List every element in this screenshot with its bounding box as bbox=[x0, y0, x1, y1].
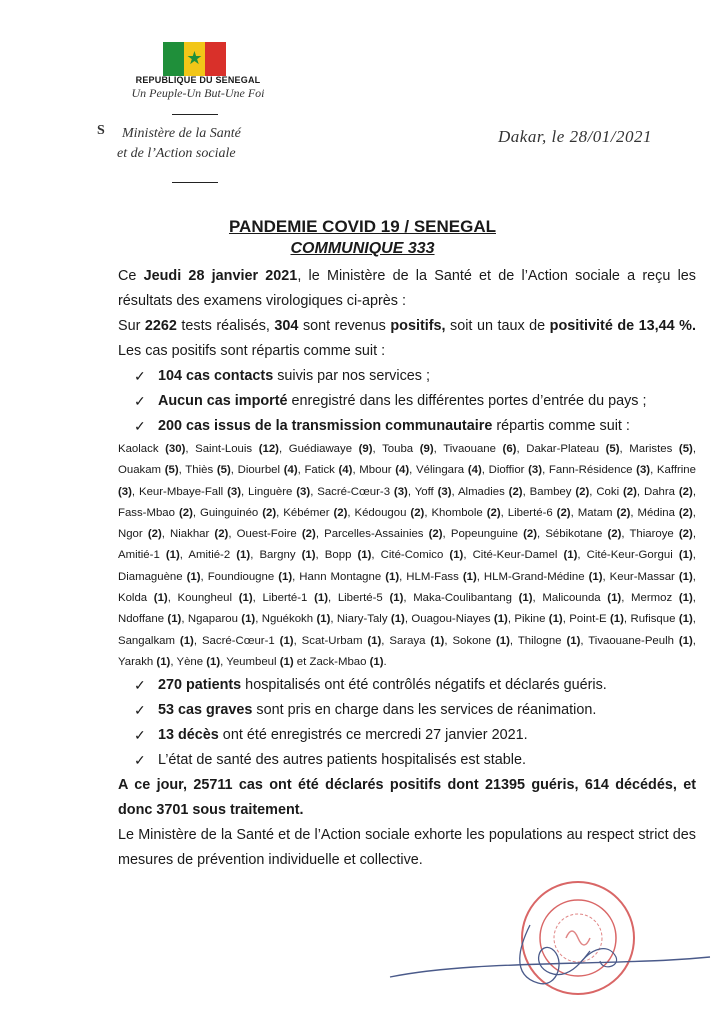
locality-count: (4) bbox=[338, 464, 353, 477]
locality-count: (2) bbox=[214, 528, 229, 541]
locality-item bbox=[200, 507, 276, 519]
intro-paragraph: Ce Jeudi 28 janvier 2021, le Ministère de la Santé et de l’Action sociale a reçu les résultats des examens virologiques ci-après : bbox=[118, 268, 696, 309]
report-day: Jeudi 28 janvier 2021 bbox=[143, 268, 298, 284]
locality-item bbox=[489, 464, 542, 476]
locality-count: (9) bbox=[358, 443, 373, 455]
locality-count: (1) bbox=[279, 655, 294, 668]
list-item: ✓ 270 patients hospitalisés ont été contrôlés négatifs et déclarés guéris. bbox=[118, 673, 696, 698]
locality-item bbox=[411, 613, 507, 625]
locality-count: (2) bbox=[486, 506, 501, 519]
locality-name: Pikine bbox=[514, 613, 549, 626]
check-icon: ✓ bbox=[134, 393, 146, 409]
locality-count: (3) bbox=[118, 485, 132, 498]
page-title: PANDEMIE COVID 19 / SENEGAL bbox=[228, 217, 496, 236]
locality-name: Mermoz bbox=[631, 592, 679, 605]
locality-item bbox=[542, 592, 621, 604]
locality-item bbox=[588, 635, 693, 647]
locality-item bbox=[484, 571, 603, 583]
locality-name: Scat-Urbam bbox=[301, 634, 368, 647]
locality-item bbox=[238, 464, 298, 476]
locality-count: (2) bbox=[147, 528, 162, 541]
locality-name: HLM-Fass bbox=[406, 570, 463, 583]
locality-name: Thiès bbox=[185, 464, 217, 477]
locality-item bbox=[549, 464, 650, 476]
locality-count: (2) bbox=[333, 506, 348, 519]
locality-name: Diourbel bbox=[237, 464, 284, 477]
locality-count: (3) bbox=[636, 464, 651, 477]
locality-item bbox=[508, 507, 571, 519]
locality-name: Yène bbox=[176, 655, 207, 668]
locality-count: (1) bbox=[449, 549, 464, 562]
locality-name: Zack-Mbao bbox=[309, 655, 370, 668]
locality-name: Bargny bbox=[259, 549, 302, 562]
locality-item bbox=[629, 528, 692, 540]
locality-name: Nguékokh bbox=[261, 613, 317, 626]
locality-item bbox=[451, 528, 537, 540]
locality-item bbox=[262, 613, 331, 625]
locality-name: Dahra bbox=[643, 485, 679, 498]
closing-paragraph: Le Ministère de la Santé et de l’Action sociale exhorte les populations au respect strict des mesures de prévention individuelle et collective. bbox=[118, 827, 696, 869]
locality-count: (1) bbox=[153, 592, 168, 605]
locality-count: (2) bbox=[575, 485, 590, 498]
locality-name: Hann Montagne bbox=[299, 570, 386, 583]
locality-item bbox=[309, 656, 383, 668]
locality-count: (1) bbox=[206, 655, 221, 668]
locality-count: (1) bbox=[238, 592, 253, 605]
locality-count: (1) bbox=[241, 613, 256, 626]
locality-name: Tivaouane bbox=[443, 443, 503, 455]
locality-name: Bambey bbox=[529, 485, 576, 498]
divider bbox=[172, 182, 218, 183]
locality-item bbox=[118, 528, 162, 540]
locality-count: (1) bbox=[367, 634, 382, 647]
locality-name: HLM-Grand-Médine bbox=[483, 570, 589, 583]
locality-count: (1) bbox=[588, 570, 603, 583]
locality-item bbox=[569, 613, 624, 625]
check-icon: ✓ bbox=[134, 752, 146, 769]
locality-item bbox=[644, 486, 693, 498]
locality-name: Point-E bbox=[569, 613, 610, 626]
locality-name: Popeunguine bbox=[450, 528, 524, 541]
locality-item bbox=[237, 528, 316, 540]
check-icon: ✓ bbox=[134, 418, 146, 434]
locality-item bbox=[259, 549, 315, 561]
locality-item bbox=[638, 507, 693, 519]
locality-count: (1) bbox=[369, 655, 384, 668]
locality-name: Ouakam bbox=[118, 464, 165, 477]
locality-name: Ngaparou bbox=[187, 613, 242, 626]
locality-count: (1) bbox=[678, 570, 693, 583]
locality-count: (9) bbox=[419, 443, 434, 455]
check-icon: ✓ bbox=[134, 702, 146, 719]
locality-item bbox=[195, 443, 279, 455]
locality-count: (1) bbox=[156, 655, 171, 668]
locality-count: (5) bbox=[164, 464, 179, 477]
locality-name: Guédiawaye bbox=[288, 443, 359, 455]
locality-item bbox=[631, 592, 693, 604]
locality-count: (1) bbox=[165, 549, 180, 562]
locality-count: (2) bbox=[678, 506, 693, 519]
locality-count: (3) bbox=[227, 485, 241, 498]
list-item: ✓ 13 décès ont été enregistrés ce mercredi 27 janvier 2021. bbox=[118, 723, 696, 748]
locality-name: Dakar-Plateau bbox=[526, 443, 606, 455]
locality-name: Niakhar bbox=[170, 528, 215, 541]
locality-item bbox=[118, 635, 194, 647]
ministry-line-2: et de l’Action sociale bbox=[117, 146, 236, 161]
locality-count: (4) bbox=[395, 464, 410, 477]
locality-name: Kaffrine bbox=[656, 464, 696, 477]
locality-item bbox=[118, 656, 170, 668]
locality-name: Amitié-2 bbox=[188, 549, 237, 562]
locality-count: (4) bbox=[467, 464, 482, 477]
locality-count: (3) bbox=[296, 485, 311, 498]
locality-name: Mbour bbox=[359, 464, 396, 477]
locality-name: Kaolack bbox=[118, 443, 166, 455]
locality-count: (1) bbox=[385, 570, 400, 583]
positive-count: 304 bbox=[274, 318, 299, 334]
locality-count: (1) bbox=[610, 613, 624, 626]
locality-item bbox=[289, 443, 373, 455]
locality-name: Sokone bbox=[452, 634, 496, 647]
list-item: ✓ Aucun cas importé enregistré dans les différentes portes d’entrée du pays ; bbox=[118, 389, 696, 414]
locality-name: Ngor bbox=[118, 528, 148, 541]
locality-item bbox=[514, 613, 562, 625]
locality-name: Thiaroye bbox=[629, 528, 679, 541]
locality-count: (4) bbox=[283, 464, 298, 477]
locality-name: Cité-Comico bbox=[380, 549, 450, 562]
locality-item bbox=[317, 486, 408, 498]
locality-count: (1) bbox=[389, 592, 404, 605]
locality-item bbox=[176, 656, 220, 668]
locality-name: Amitié-1 bbox=[118, 549, 166, 562]
locality-item bbox=[208, 571, 292, 583]
locality-item bbox=[578, 507, 631, 519]
locality-count: (1) bbox=[678, 613, 693, 626]
locality-item bbox=[118, 507, 193, 519]
locality-count: (1) bbox=[316, 613, 331, 626]
locality-count: (1) bbox=[462, 570, 477, 583]
ministry-line-1: Ministère de la Santé bbox=[122, 126, 241, 141]
locality-name: Touba bbox=[382, 443, 420, 455]
locality-item bbox=[226, 656, 293, 668]
national-motto: Un Peuple-Un But-Une Foi bbox=[131, 86, 265, 100]
locality-count: (1) bbox=[563, 549, 578, 562]
locality-name: Fass-Mbao bbox=[118, 506, 179, 519]
locality-item bbox=[202, 635, 294, 647]
locality-item bbox=[178, 592, 253, 604]
locality-name: Dioffior bbox=[488, 464, 529, 477]
locality-name: Saint-Louis bbox=[195, 443, 259, 455]
locality-name: Koungheul bbox=[177, 592, 239, 605]
locality-count: (1) bbox=[301, 549, 316, 562]
locality-item bbox=[359, 464, 409, 476]
locality-count: (2) bbox=[622, 485, 637, 498]
locality-count: (1) bbox=[314, 592, 328, 605]
locality-count: (1) bbox=[357, 549, 372, 562]
signature bbox=[380, 905, 720, 1010]
locality-count: (3) bbox=[528, 464, 543, 477]
locality-item bbox=[118, 464, 179, 476]
locality-item bbox=[416, 464, 482, 476]
locality-item bbox=[473, 549, 578, 561]
locality-count: (2) bbox=[607, 528, 622, 541]
divider bbox=[172, 114, 218, 115]
locality-item bbox=[118, 592, 168, 604]
senegal-flag bbox=[163, 42, 226, 76]
locality-count: (1) bbox=[548, 613, 563, 626]
locality-item bbox=[530, 486, 590, 498]
locality-count: (1) bbox=[390, 613, 405, 626]
locality-item bbox=[299, 571, 399, 583]
locality-item bbox=[413, 592, 532, 604]
locality-item bbox=[587, 549, 693, 561]
star-icon: ★ bbox=[186, 48, 203, 68]
locality-name: Matam bbox=[577, 506, 617, 519]
locality-item bbox=[630, 613, 692, 625]
locality-count: (1) bbox=[179, 634, 194, 647]
locality-name: Keur-Mbaye-Fall bbox=[138, 485, 228, 498]
locality-count: (2) bbox=[678, 485, 693, 498]
locality-name: Rufisque bbox=[630, 613, 679, 626]
locality-count: (2) bbox=[508, 485, 523, 498]
locality-name: Liberté-6 bbox=[507, 506, 557, 519]
locality-count: (1) bbox=[496, 634, 510, 647]
locality-name: Diamaguène bbox=[118, 570, 187, 583]
list-item: ✓ 200 cas issus de la transmission communautaire répartis comme suit : bbox=[118, 414, 696, 439]
locality-item bbox=[325, 549, 372, 561]
locality-item bbox=[406, 571, 476, 583]
locality-item bbox=[389, 635, 444, 647]
locality-item bbox=[337, 613, 405, 625]
locality-name: Saraya bbox=[389, 634, 431, 647]
locality-count: (2) bbox=[410, 506, 425, 519]
locality-count: (2) bbox=[178, 506, 193, 519]
locality-count: (1) bbox=[167, 613, 182, 626]
locality-item bbox=[283, 507, 347, 519]
locality-count: (5) bbox=[678, 443, 693, 455]
list-item: ✓ 104 cas contacts suivis par nos services ; bbox=[118, 364, 696, 389]
locality-name: Fann-Résidence bbox=[548, 464, 637, 477]
locality-name: Kébémer bbox=[283, 506, 334, 519]
locality-item bbox=[248, 486, 310, 498]
locality-item bbox=[118, 613, 181, 625]
locality-name: Yarakh bbox=[118, 655, 157, 668]
locality-name: Maka-Coulibantang bbox=[413, 592, 519, 605]
locality-name: Sangalkam bbox=[118, 634, 180, 647]
locality-item bbox=[188, 613, 255, 625]
locality-count: (2) bbox=[301, 528, 316, 541]
tests-paragraph: Sur 2262 tests réalisés, 304 sont revenus positifs, soit un taux de positivité de 13,44 %. Les cas positifs sont répartis comme suit : bbox=[118, 318, 696, 359]
locality-name: Malicounda bbox=[542, 592, 608, 605]
locality-count: (1) bbox=[279, 634, 294, 647]
ministry-name bbox=[117, 124, 241, 164]
list-item: ✓ L’état de santé des autres patients hospitalisés est stable. bbox=[118, 748, 696, 773]
locality-count: (12) bbox=[258, 443, 279, 455]
locality-name: Parcelles-Assainies bbox=[324, 528, 429, 541]
locality-item bbox=[185, 464, 230, 476]
locality-name: Sacré-Cœur-1 bbox=[201, 634, 280, 647]
ministry-logo-icon: S bbox=[97, 123, 105, 138]
locality-count: (2) bbox=[616, 506, 631, 519]
locality-count: (1) bbox=[236, 549, 251, 562]
locality-name: Niary-Taly bbox=[336, 613, 391, 626]
locality-count: (1) bbox=[493, 613, 508, 626]
check-icon: ✓ bbox=[134, 727, 146, 744]
locality-item bbox=[545, 528, 621, 540]
locality-item bbox=[596, 486, 637, 498]
locality-name: Thilogne bbox=[517, 634, 567, 647]
locality-count: (1) bbox=[678, 549, 693, 562]
locality-item bbox=[139, 486, 241, 498]
locality-count: (2) bbox=[523, 528, 538, 541]
locality-item bbox=[324, 528, 442, 540]
locality-name: Linguère bbox=[248, 485, 297, 498]
locality-count: (2) bbox=[428, 528, 443, 541]
locality-count: (1) bbox=[607, 592, 622, 605]
document-date: Dakar, le 28/01/2021 bbox=[498, 127, 653, 146]
locality-item bbox=[443, 443, 516, 455]
locality-name: Liberté-1 bbox=[262, 592, 315, 605]
locality-name: Ndoffane bbox=[118, 613, 168, 626]
locality-count: (1) bbox=[678, 634, 693, 647]
locality-name: Sébikotane bbox=[545, 528, 608, 541]
locality-count: (3) bbox=[437, 485, 452, 498]
locality-item bbox=[188, 549, 250, 561]
locality-count: (1) bbox=[678, 592, 693, 605]
locality-item bbox=[262, 592, 328, 604]
locality-name: Cité-Keur-Damel bbox=[472, 549, 564, 562]
locality-name: Khombole bbox=[431, 506, 487, 519]
check-icon: ✓ bbox=[134, 677, 146, 694]
locality-name: Almadies bbox=[457, 485, 509, 498]
locality-count: (6) bbox=[502, 443, 517, 455]
locality-count: (5) bbox=[605, 443, 620, 455]
locality-name: Keur-Massar bbox=[609, 570, 679, 583]
locality-item bbox=[170, 528, 228, 540]
locality-name: Coki bbox=[596, 485, 623, 498]
locality-item bbox=[610, 571, 693, 583]
locality-name: Ouest-Foire bbox=[236, 528, 302, 541]
locality-item bbox=[118, 571, 201, 583]
locality-item bbox=[431, 507, 500, 519]
locality-item bbox=[415, 486, 452, 498]
locality-count: (5) bbox=[216, 464, 231, 477]
locality-name: Ouagou-Niayes bbox=[411, 613, 494, 626]
locality-count: (1) bbox=[186, 570, 201, 583]
locality-count: (2) bbox=[556, 506, 571, 519]
locality-count: (2) bbox=[262, 506, 277, 519]
locality-item bbox=[355, 507, 425, 519]
locality-count: (30) bbox=[165, 443, 186, 455]
locality-name: Kolda bbox=[118, 592, 154, 605]
locality-name: Yeumbeul bbox=[226, 655, 280, 668]
locality-name: Yoff bbox=[414, 485, 438, 498]
list-item: ✓ 53 cas graves sont pris en charge dans les services de réanimation. bbox=[118, 698, 696, 723]
locality-item bbox=[452, 635, 509, 647]
locality-item bbox=[518, 635, 581, 647]
locality-item bbox=[382, 443, 434, 455]
locality-name: Fatick bbox=[304, 464, 339, 477]
locality-count: (3) bbox=[393, 485, 408, 498]
locality-item bbox=[338, 592, 404, 604]
locality-name: Liberté-5 bbox=[337, 592, 390, 605]
locality-item bbox=[629, 443, 693, 455]
locality-name: Cité-Keur-Gorgui bbox=[586, 549, 679, 562]
communique-number: COMMUNIQUE 333 bbox=[290, 240, 435, 257]
locality-name: Médina bbox=[637, 506, 679, 519]
locality-item bbox=[381, 549, 464, 561]
locality-item bbox=[118, 549, 180, 561]
locality-name: Tivaouane-Peulh bbox=[588, 634, 679, 647]
locality-item bbox=[304, 464, 352, 476]
locality-name: Sacré-Cœur-3 bbox=[317, 485, 394, 498]
communique-body bbox=[118, 264, 696, 873]
tests-count: 2262 bbox=[144, 318, 177, 334]
republic-label: REPUBLIQUE DU SENEGAL bbox=[135, 75, 261, 85]
locality-name: Bopp bbox=[324, 549, 358, 562]
locality-item bbox=[458, 486, 523, 498]
locality-count: (2) bbox=[678, 528, 693, 541]
locality-count: (1) bbox=[278, 570, 293, 583]
cumulative-summary: A ce jour, 25711 cas ont été déclarés positifs dont 21395 guéris, 614 décédés, et donc 3701 sous traitement. bbox=[118, 777, 696, 819]
localities-list: Kaolack (30), Saint-Louis (12), Guédiawaye (9), Touba (9), Tivaouane (6), Dakar-Plateau (5), Maristes (5), Ouakam (5), Thiès (5), Diourbel (4), Fatick (4), Mbour (4), Vélingara (4), Dioffior (3), Fann-Résidence (3), Kaffrine (3), Keur-Mbaye-Fall (3), Linguère (3), Sacré-Cœur-3 (3), Yoff (3), Almadies (2), Bambey (2), Coki (2), Dahra (2), Fass-Mbao (2), Guinguinéo (2), Kébémer (2), Kédougou (2), Khombole (2), Liberté-6 (2), Matam (2), Médina (2), Ngor (2), Niakhar (2), Ouest-Foire (2), Parcelles-Assainies (2), Popeunguine (2), Sébikotane (2), Thiaroye (2), Amitié-1 (1), Amitié-2 (1), Bargny (1), Bopp (1), Cité-Comico (1), Cité-Keur-Damel (1), Cité-Keur-Gorgui (1), Diamaguène (1), Foundiougne (1), Hann Montagne (1), HLM-Fass (1), HLM-Grand-Médine (1), Keur-Massar (1), Kolda (1), Koungheul (1), Liberté-1 (1), Liberté-5 (1), Maka-Coulibantang (1), Malicounda (1), Mermoz (1), Ndoffane (1), Ngaparou (1), Nguékokh (1), Niary-Taly (1), Ouagou-Niayes (1), Pikine (1), Point-E (1), Rufisque (1), Sangalkam (1), Sacré-Cœur-1 (1), Scat-Urbam (1), Saraya (1), Sokone (1), Thilogne (1), Tivaouane-Peulh (1), Yarakh (1), Yène (1), Yeumbeul (1) et Zack-Mbao (1). bbox=[118, 443, 696, 668]
positivity-rate: positivité de 13,44 %. bbox=[549, 318, 696, 334]
check-icon: ✓ bbox=[134, 368, 146, 384]
locality-name: Guinguinéo bbox=[199, 506, 263, 519]
locality-name: Maristes bbox=[629, 443, 679, 455]
locality-item bbox=[526, 443, 619, 455]
locality-name: Vélingara bbox=[416, 464, 468, 477]
locality-name: Kédougou bbox=[354, 506, 411, 519]
locality-item bbox=[118, 443, 185, 455]
locality-count: (1) bbox=[518, 592, 533, 605]
locality-count: (1) bbox=[566, 634, 581, 647]
locality-name: Foundiougne bbox=[207, 570, 279, 583]
locality-item bbox=[302, 635, 382, 647]
locality-count: (1) bbox=[430, 634, 445, 647]
